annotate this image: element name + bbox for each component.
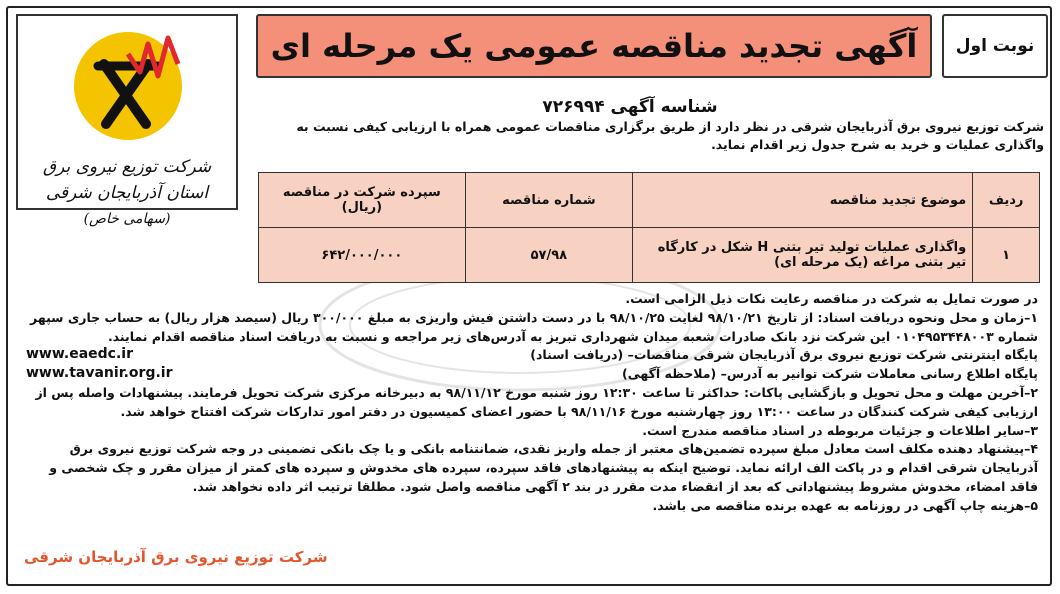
condition-3: ۳–سایر اطلاعات و جزئیات مربوطه در اسناد مناقصه مندرج است. <box>642 422 1038 438</box>
condition-2: ۲–آخرین مهلت و محل تحویل و بازگشایی پاکات: حداکثر تا ساعت ۱۲:۳۰ روز شنبه مورخ ۹۸/۱۱/۱۲ به دبیرخانه مرکزی شرکت تحویل فرمایند. پیشنهادات واصله پس از ارزیابی کیفی شرکت کنندگان در ساعت ۱۳:۰۰ روز چهارشنبه مورخ ۹۸/۱۱/۱۶ با حضور اعضای کمیسیون در دفتر امور تدارکات شرکت افتتاح خواهد شد. <box>35 384 1038 419</box>
logo-company-name: شرکت توزیع نیروی برق استان آذربایجان شرقی <box>42 157 212 203</box>
website-line-2: پایگاه اطلاع رسانی معاملات شرکت توانیر به آدرس– (ملاحظه آگهی) <box>622 366 1038 382</box>
condition-5: ۵–هزینه چاپ آگهی در روزنامه به عهده برنده مناقصه می باشد. <box>652 497 1038 513</box>
header-deposit: سپرده شرکت در مناقصه (ریال) <box>259 173 466 228</box>
header-row-number: ردیف <box>973 173 1040 228</box>
logo-company-type: (سهامی خاص) <box>83 211 171 227</box>
logo-box <box>16 14 238 227</box>
conditions-text <box>26 290 1038 516</box>
cell-deposit: ۶۴۲/۰۰۰/۰۰۰ <box>259 228 466 283</box>
cell-row-number: ۱ <box>973 228 1040 283</box>
condition-1: ۱–زمان و محل ونحوه دریافت اسناد: از تاریخ ۹۸/۱۰/۲۱ لغایت ۹۸/۱۰/۲۵ با در دست داشتن فیش واریزی به مبلغ ۳۰۰/۰۰۰ ریال (سیصد هزار ریال) به حساب جاری سپهر شماره ۰۱۰۴۹۵۳۴۴۸۰۰۳ این شرکت نزد بانک صادرات شعبه میدان شهرداری تبریز به آدرس‌های زیر مراجعه و نسبت به دریافت اسناد مناقصه اقدام نمایند. <box>30 309 1038 344</box>
cell-tender-number: ۵۷/۹۸ <box>465 228 632 283</box>
tender-table <box>256 172 1040 283</box>
condition-4: ۴–پیشنهاد دهنده مکلف است معادل مبلغ سپرده تضمین‌های معتبر از جمله واریز نقدی، ضمانتنامه بانکی و یا چک بانکی تضمینی در وجه شرکت توزیع نیروی برق آذربایجان شرقی اقدام و در پاکت الف ارائه نماید. توضیح اینکه به پیشنهادهای فاقد سپرده، سپرده های مخدوش و سپرده های کمتر از میزان مقرر و چک شخصی و فاقد امضاء، مخدوش مشروط پیشنهاداتی که بعد از انقضاء مدت مقرر در بند ۲ آگهی مناقصه واصل شود. مطلقا ترتیب اثر داده نخواهد شد. <box>49 441 1038 494</box>
footer-company-name: شرکت توزیع نیروی برق آذربایجان شرقی <box>24 548 328 566</box>
website-line-1: پایگاه اینترنتی شرکت توزیع نیروی برق آذربایجان شرقی مناقصات– (دریافت اسناد) <box>530 347 1038 363</box>
ad-title-banner <box>256 14 932 78</box>
website-link-eaedc[interactable]: www.eaedc.ir <box>26 346 134 362</box>
conditions-intro: در صورت تمایل به شرکت در مناقصه رعایت نکات ذیل الزامی است. <box>625 291 1038 306</box>
ad-title: آگهی تجدید مناقصه عمومی یک مرحله ای <box>270 27 918 65</box>
publication-round-box <box>942 14 1048 78</box>
website-link-tavanir[interactable]: www.tavanir.org.ir <box>26 365 173 381</box>
publication-round: نوبت اول <box>955 36 1035 56</box>
company-logo-icon <box>70 24 190 144</box>
ad-identifier: شناسه آگهی ۷۲۶۹۹۴ <box>542 97 718 117</box>
table-row <box>257 228 1040 283</box>
intro-paragraph: شرکت توزیع نیروی برق آذربایجان شرقی در نظر دارد از طریق برگزاری مناقصات عمومی همراه با ارزیابی کیفی نسبت به واگذاری عملیات و خرید به شرح جدول زیر اقدام نماید. <box>296 119 1044 152</box>
cell-subject: واگذاری عملیات تولید تیر بتنی H شکل در کارگاه تیر بتنی مراغه (یک مرحله ای) <box>633 228 973 283</box>
header-subject: موضوع تجدید مناقصه <box>633 173 973 228</box>
header-tender-number: شماره مناقصه <box>465 173 632 228</box>
table-header-row <box>257 173 1040 228</box>
logo-caption <box>24 154 230 232</box>
